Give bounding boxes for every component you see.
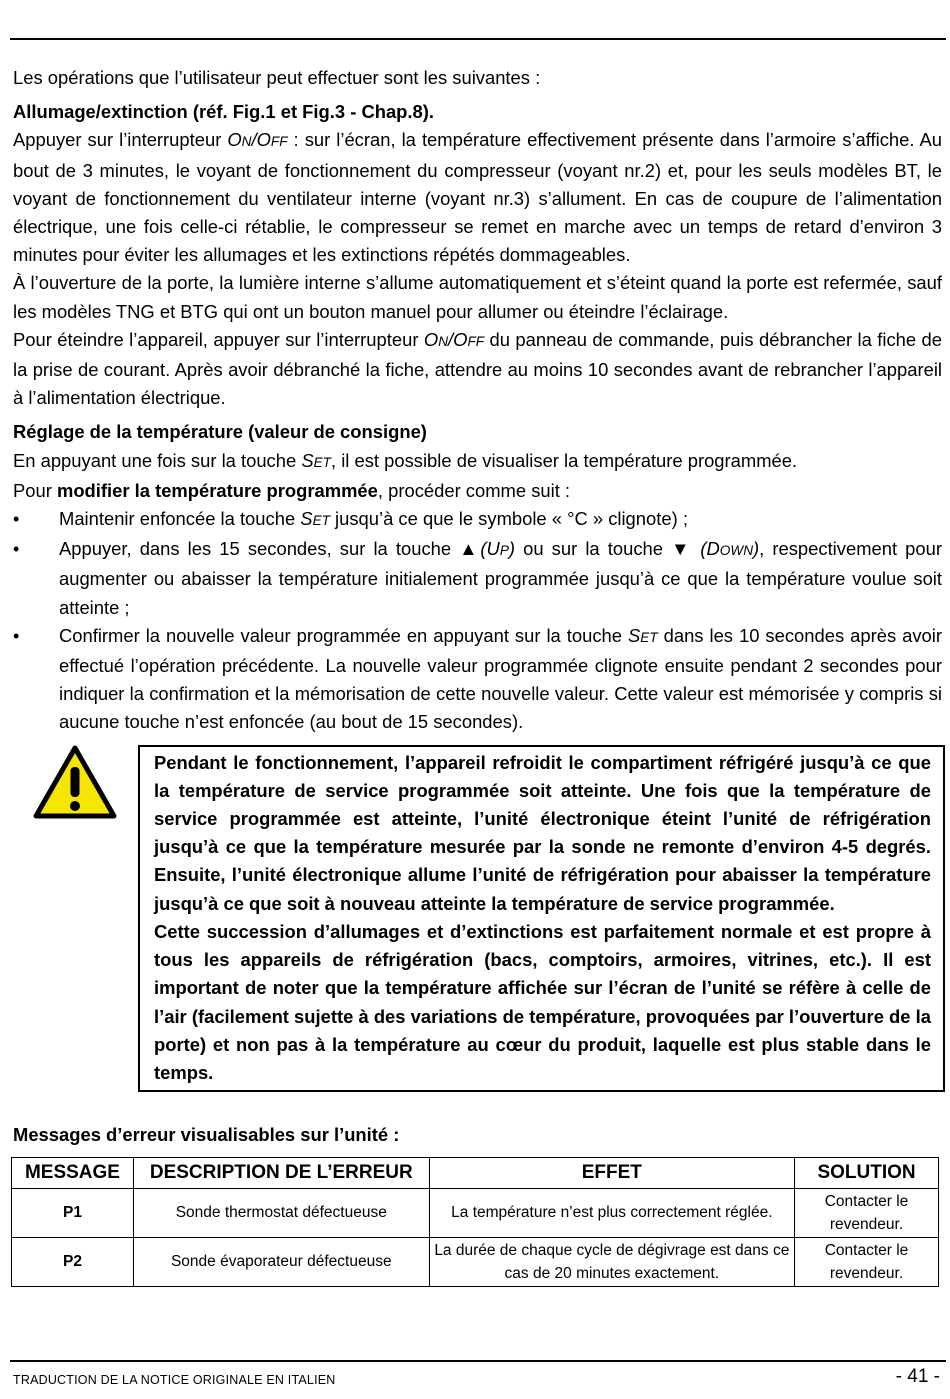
column-header: DESCRIPTION DE L’ERREUR — [133, 1157, 429, 1188]
warning-paragraph-2: Cette succession d’allumages et d’extinctions est parfaitement normale et est propre à tous les appareils de réfrigération (bacs, comptoirs, armoires, vitrines, etc.). Il est important de noter que la température affichée sur l’écran de l’unité se réfère à celle de l’air (facilement sujette à des variations de température, provoquées par l’ouverture de la porte) et non pas à la température au cœur du produit, laquelle est plus stable dans le temps. — [154, 920, 931, 1083]
table-header-row — [12, 1157, 939, 1188]
warning-paragraph-1: Pendant le fonctionnement, l’appareil refroidit le compartiment réfrigéré jusqu’à ce que la température de service programmée soit atteinte. Une fois que la température de service programmée est atteinte, l’unité électronique éteint l’unité de réfrigération jusqu’à ce que la température mesurée par la sonde ne remonte d’environ 4-5 degrés. Ensuite, l’unité électronique allume l’unité de réfrigération pour abaisser la température jusqu’à ce que soit à nouveau atteinte la température de service programmée. — [154, 751, 931, 914]
header-rule — [10, 38, 946, 40]
column-header: SOLUTION — [795, 1157, 939, 1188]
onoff-key-label: ON/OFF — [227, 129, 288, 151]
list-item: • Maintenir enfoncée la touche SET jusqu’à ce que le symbole « °C » clignote) ; — [13, 505, 942, 535]
warning-block — [13, 743, 942, 1109]
description-cell: Sonde thermostat défectueuse — [133, 1188, 429, 1237]
footer-note: TRADUCTION DE LA NOTICE ORIGINALE EN ITALIEN — [13, 1373, 336, 1387]
down-key-label: (DOWN) — [700, 538, 760, 560]
door-light-paragraph: À l’ouverture de la porte, la lumière interne s’allume automatiquement et s’éteint quand la porte est refermée, sauf les modèles TNG et BTG qui ont un bouton manuel pour allumer ou éteindre l’éclairage. — [13, 272, 942, 322]
set-key-label: SET — [627, 624, 658, 646]
effect-cell: La durée de chaque cycle de dégivrage est dans ce cas de 20 minutes exactement. — [429, 1237, 794, 1286]
warning-box — [138, 745, 945, 1092]
set-paragraph: En appuyant une fois sur la touche SET, il est possible de visualiser la température programmée. — [13, 449, 798, 471]
page-body — [13, 64, 942, 1287]
modify-paragraph: Pour modifier la température programmée, procéder comme suit : — [13, 479, 571, 501]
section-heading-onoff: Allumage/extinction (réf. Fig.1 et Fig.3 - Chap.8). — [13, 101, 434, 123]
description-cell: Sonde évaporateur défectueuse — [133, 1237, 429, 1286]
column-header: MESSAGE — [12, 1157, 134, 1188]
error-table-title: Messages d’erreur visualisables sur l’unité : — [13, 1123, 400, 1145]
intro-paragraph: Les opérations que l’utilisateur peut effectuer sont les suivantes : — [13, 67, 541, 88]
up-key-label: (UP) — [480, 538, 516, 560]
footer-rule — [10, 1360, 946, 1362]
set-key-label: SET — [301, 449, 331, 471]
error-table — [11, 1157, 939, 1287]
procedure-list — [13, 505, 942, 737]
error-code-cell: P1 — [12, 1188, 134, 1237]
warning-triangle-icon — [33, 745, 117, 819]
switch-off-paragraph: Pour éteindre l’appareil, appuyer sur l’interrupteur ON/OFF du panneau de commande, puis débrancher la fiche de la prise de courant. Après avoir débranché la fiche, attendre au moins 10 secondes avant de rebrancher l’appareil à l’alimentation électrique. — [13, 328, 942, 409]
solution-cell: Contacter le revendeur. — [795, 1188, 939, 1237]
set-key-label: SET — [300, 508, 330, 530]
page-number: - 41 - — [895, 1366, 940, 1387]
list-item: • Appuyer, dans les 15 secondes, sur la touche ▲(UP) ou sur la touche ▼ (DOWN), respectivement pour augmenter ou abaisser la température initialement programmée jusqu’à ce que la température voulue soit atteinte ; — [13, 535, 942, 622]
solution-cell: Contacter le revendeur. — [795, 1237, 939, 1286]
section-heading-temperature: Réglage de la température (valeur de consigne) — [13, 421, 427, 443]
table-row — [12, 1188, 939, 1237]
error-code-cell: P2 — [12, 1237, 134, 1286]
onoff-key-label: ON/OFF — [423, 328, 485, 350]
effect-cell: La température n’est plus correctement réglée. — [429, 1188, 794, 1237]
onoff-paragraph: Appuyer sur l’interrupteur ON/OFF : sur l’écran, la température effectivement présente dans l’armoire s’affiche. Au bout de 3 minutes, le voyant de fonctionnement du compresseur (voyant nr.2) et, pour les seuls modèles BT, le voyant de fonctionnement du ventilateur interne (voyant nr.3) s’allument. En cas de coupure de l’alimentation électrique, une fois celle-ci rétablie, le compresseur se remet en marche avec un temps de retard d’environ 3 minutes pour éviter les allumages et les extinctions répétés dommageables. — [13, 129, 942, 266]
column-header: EFFET — [429, 1157, 794, 1188]
table-row — [12, 1237, 939, 1286]
list-item: • Confirmer la nouvelle valeur programmée en appuyant sur la touche SET dans les 10 secondes après avoir effectué l’opération précédente. La nouvelle valeur programmée clignote ensuite pendant 2 secondes pour indiquer la confirmation et la mémorisation de cette nouvelle valeur. Cette valeur est mémorisée y compris si aucune touche n’est enfoncée (au bout de 15 secondes). — [13, 622, 942, 737]
